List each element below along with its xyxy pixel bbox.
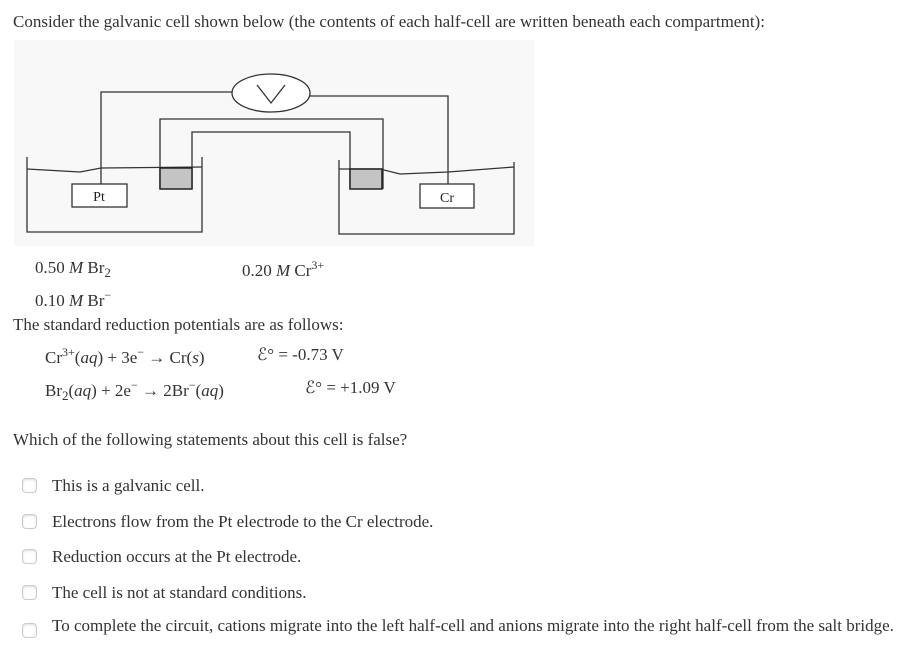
galvanic-cell-diagram <box>14 40 534 246</box>
potential-2: ℰ° = +1.09 V <box>305 378 396 397</box>
left-contents-br: 0.10 M Br− <box>35 288 112 310</box>
option-label-2[interactable]: Electrons flow from the Pt electrode to the Cr electrode. <box>52 512 434 531</box>
option-radio-2[interactable] <box>22 514 37 529</box>
salt-bridge-plug-left <box>160 168 192 189</box>
option-label-5[interactable]: To complete the circuit, cations migrate into the left half-cell and anions migrate into the right half-cell from the salt bridge. <box>52 616 894 635</box>
potentials-heading: The standard reduction potentials are as follows: <box>13 315 344 334</box>
cr-label: Cr <box>440 191 454 206</box>
question-prompt: Which of the following statements about this cell is false? <box>13 430 408 449</box>
right-contents-cr: 0.20 M $Cr^{3+}$ <box>242 258 325 280</box>
salt-bridge-plug-right <box>350 169 382 189</box>
option-radio-1[interactable] <box>22 478 37 493</box>
reaction-2: $Br_2(aq) + 2e^- \to 2Br^-(aq)$ <box>45 378 224 403</box>
left-contents-br2: 0.50 M $Br_2$ <box>35 258 111 280</box>
option-label-4[interactable]: The cell is not at standard conditions. <box>52 583 307 602</box>
question-intro: Consider the galvanic cell shown below (the contents of each half-cell are written beneath each compartment): <box>13 12 765 31</box>
option-label-3[interactable]: Reduction occurs at the Pt electrode. <box>52 547 302 566</box>
option-radio-4[interactable] <box>22 585 37 600</box>
option-radio-3[interactable] <box>22 549 37 564</box>
potential-1: ℰ° = -0.73 V <box>257 345 344 364</box>
option-radio-5[interactable] <box>22 623 37 638</box>
pt-label: Pt <box>93 190 105 205</box>
option-label-1[interactable]: This is a galvanic cell. <box>52 476 205 495</box>
reaction-1: $Cr^{3+}(aq) + 3e^- \to Cr(s)$ <box>45 345 205 367</box>
voltmeter <box>232 74 310 112</box>
